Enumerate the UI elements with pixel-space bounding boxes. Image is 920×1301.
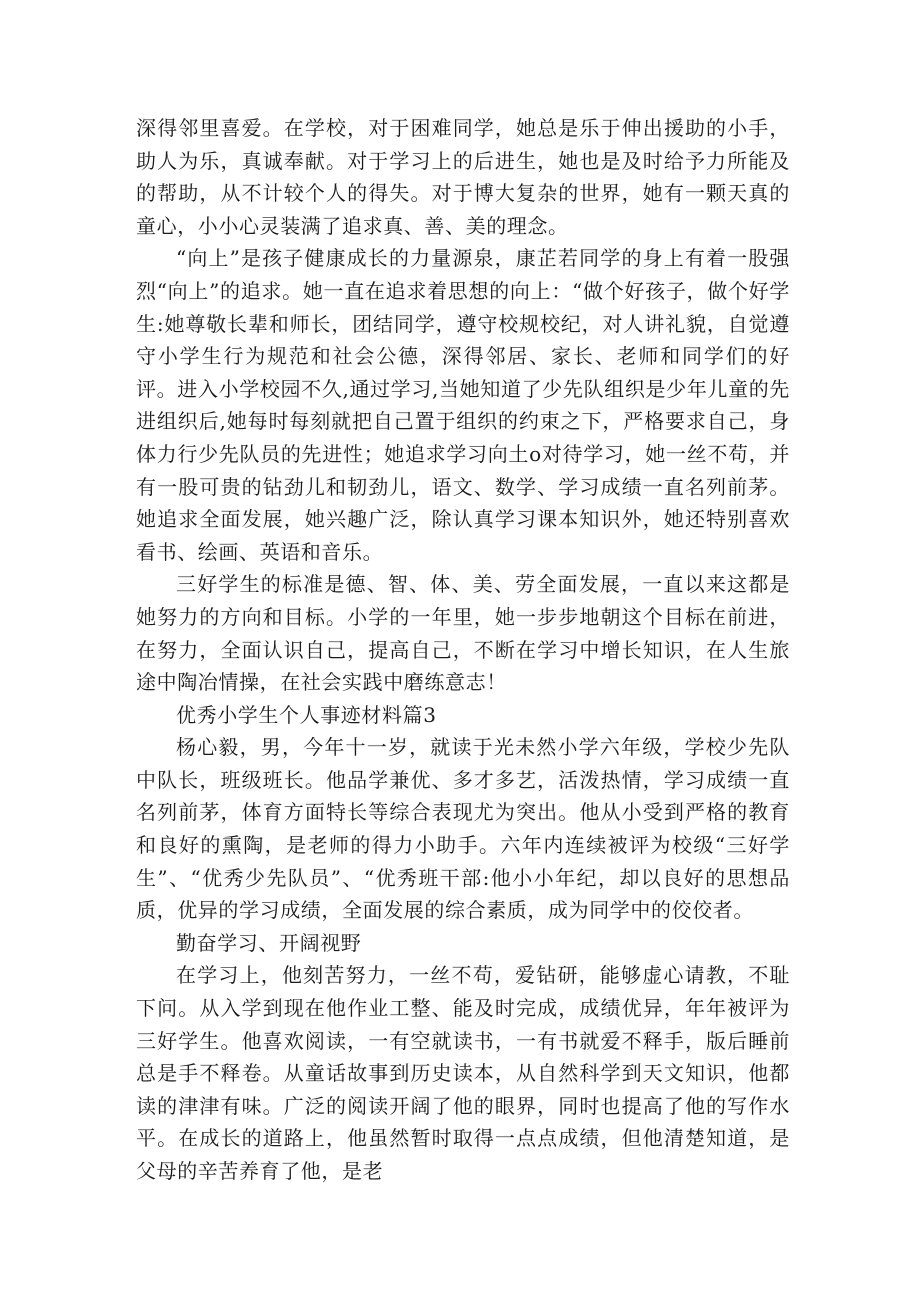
- paragraph-sanhao-xuesheng: 三好学生的标准是德、智、体、美、劳全面发展，一直以来这都是她努力的方向和目标。小学的一年里，她一步步地朝这个目标在前进，在努力，全面认识自己，提高自己，不断在学习中增长知识，在人生旅途中陶冶情操，在社会实践中磨练意志！: [136, 572, 790, 695]
- paragraph-continuation: 深得邻里喜爱。在学校，对于困难同学，她总是乐于伸出援助的小手，助人为乐，真诚奉献。对于学习上的后进生，她也是及时给予力所能及的帮助，从不计较个人的得失。对于博大复杂的世界，她有一颗天真的童心，小小心灵装满了追求真、善、美的理念。: [136, 116, 790, 238]
- document-body: [136, 112, 790, 1188]
- section-heading-pian3: 优秀小学生个人事迹材料篇3: [176, 702, 437, 727]
- section-heading-qinfen-xuexi: 勤奋学习、开阔视野: [176, 930, 362, 955]
- paragraph-yang-xinyi: 杨心毅，男，今年十一岁，就读于光未然小学六年级，学校少先队中队长，班级班长。他品学兼优、多才多艺，活泼热情，学习成绩一直名列前茅，体育方面特长等综合表现尤为突出。他从小受到严格的教育和良好的熏陶，是老师的得力小助手。六年内连续被评为校级“三好学生”、“优秀少先队员”、“优秀班干部:他小小年纪，却以良好的思想品质，优异的学习成绩，全面发展的综合素质，成为同学中的佼佼者。: [136, 735, 790, 923]
- paragraph-xuexi-shang: 在学习上，他刻苦努力，一丝不苟，爱钻研，能够虚心请教，不耻下问。从入学到现在他作业工整、能及时完成，成绩优异，年年被评为三好学生。他喜欢阅读，一有空就读书，一有书就爱不释手，版后睡前总是手不释卷。从童话故事到历史读本，从自然科学到天文知识，他都读的津津有味。广泛的阅读开阔了他的眼界，同时也提高了他的写作水平。在成长的道路上，他虽然暂时取得一点点成绩，但他清楚知道，是父母的辛苦养育了他，是老: [136, 963, 790, 1183]
- paragraph-xiangshang: “向上”是孩子健康成长的力量源泉，康芷若同学的身上有着一股强烈“向上”的追求。她一直在追求着思想的向上：“做个好孩子，做个好学生:她尊敬长辈和师长，团结同学，遵守校规校纪，对人讲礼貌，自觉遵守小学生行为规范和社会公德，深得邻居、家长、老师和同学们的好评。进入小学校园不久,通过学习,当她知道了少先队组织是少年儿童的先进组织后,她每时每刻就把自己置于组织的约束之下，严格要求自己，身体力行少先队员的先进性；她追求学习向土o对待学习，她一丝不苟，并有一股可贵的钻劲儿和韧劲儿，语文、数学、学习成绩一直名列前茅。她追求全面发展，她兴趣广泛，除认真学习课本知识外，她还特别喜欢看书、绘画、英语和音乐。: [136, 246, 790, 564]
